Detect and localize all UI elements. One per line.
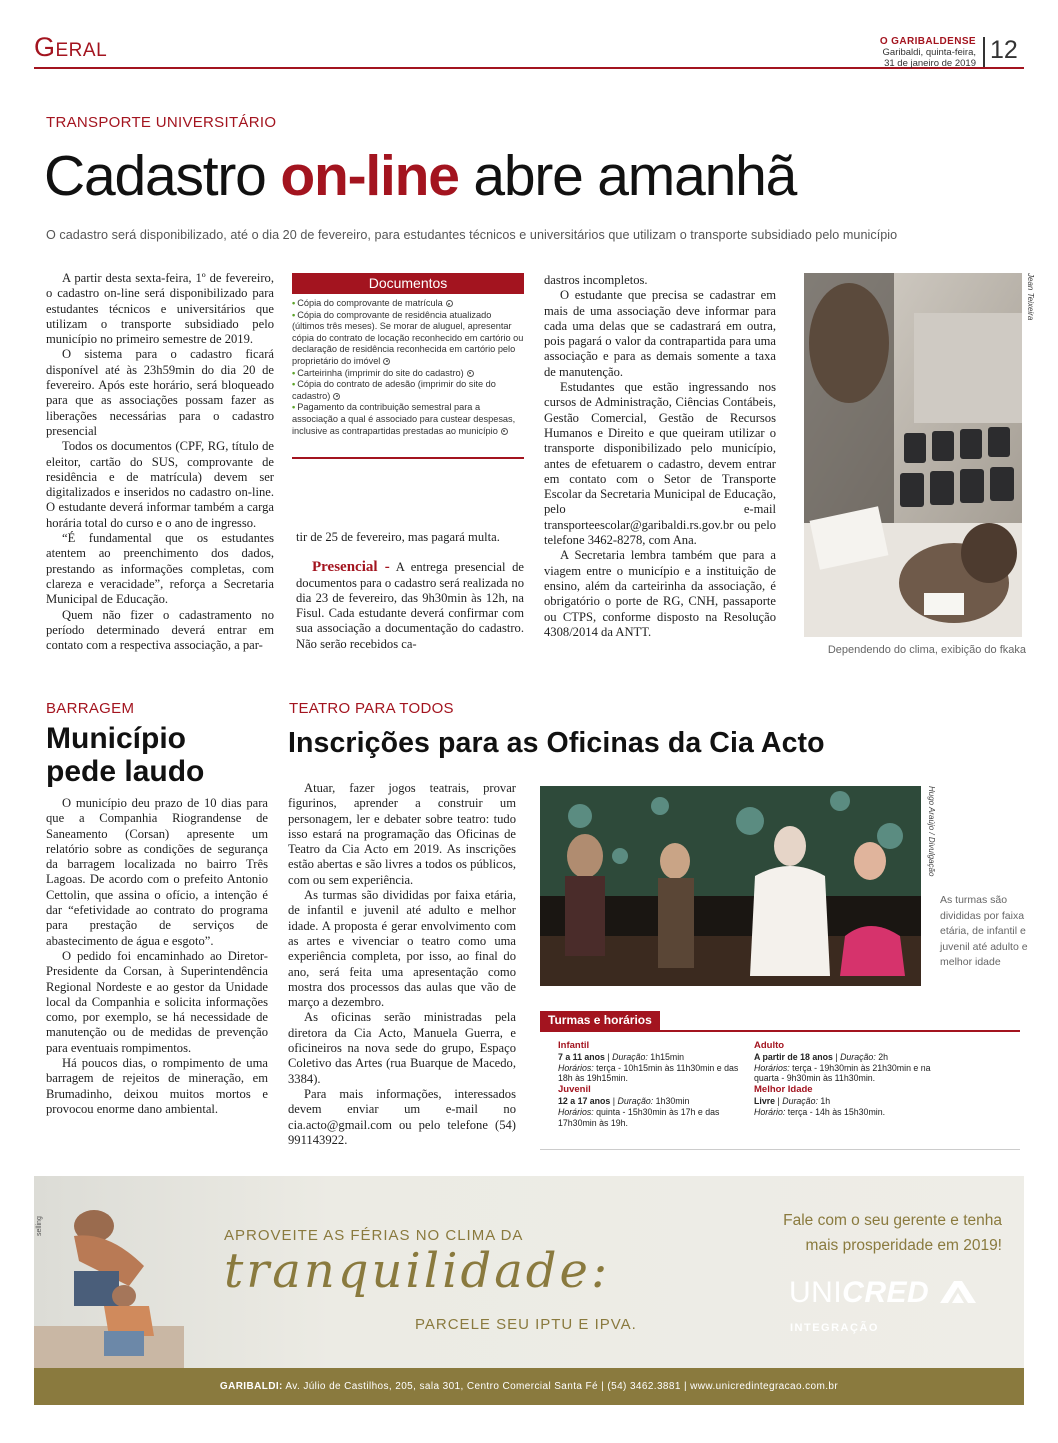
continued-line: tir de 25 de fevereiro, mas pagará multa.	[296, 530, 500, 544]
document-item: • Cópia do comprovante de residência atualizado (últimos três meses). Se morar de aluguel, apresentar cópia do contrato de locação reconhecido em cartório ou declaração de residência reconhecida em cartório pelo proprietário do imóvel	[292, 309, 524, 366]
unicred-ad	[34, 1176, 1024, 1405]
teatro-kicker: TEATRO PARA TODOS	[289, 700, 454, 717]
paragraph: As oficinas serão ministradas pela diretora da Cia Acto, Manuela Guerra, e oficineiros na nova sede do grupo, Espaço Coletivo das Artes (rua Buarque de Macedo, 3384).	[288, 1010, 516, 1086]
dateline-2: 31 de janeiro de 2019	[884, 58, 976, 69]
barragem-headline-2: pede laudo	[46, 755, 205, 788]
headline-part-1: Cadastro	[44, 144, 266, 208]
paragraph: O estudante que precisa se cadastrar em mais de uma associação deve informar para cada uma delas que se cadastrará em outra, pois pagará o valor da contrapartida para uma associação e para as demais somente a taxa de manutenção.	[544, 288, 776, 379]
presencial-text: A entrega presencial de documentos para o cadastro será realizada no dia 23 de fevereiro, das 9h30min às 12h, na Fisul. Cada estudante deverá confirmar com sua associação a documentação do cadastro. Não serão recebidos ca-	[296, 560, 524, 651]
documents-list	[292, 298, 524, 437]
main-column-2	[296, 530, 524, 652]
document-item: • Cópia do contrato de adesão (imprimir do site do cadastro)	[292, 379, 496, 401]
page-number: 12	[990, 36, 1018, 64]
page-header	[0, 0, 1058, 80]
paragraph: A partir desta sexta-feira, 1º de fevereiro, o cadastro on-line será disponibilizado para estudantes técnicos e universitários que utilizam o transporte subsidiado pelo município no primeiro semestre de 2019.	[46, 271, 274, 347]
document-item: • Carteirinha (imprimir do site do cadastro)	[292, 368, 524, 380]
presencial-label: Presencial -	[312, 559, 390, 576]
ad-right-line-2: mais prosperidade em 2019!	[805, 1237, 1002, 1254]
header-divider	[983, 37, 985, 67]
teatro-body	[288, 781, 516, 1148]
schedule-group: Infantil 7 a 11 anos | Duração: 1h15min Horários: terça - 10h15min às 11h30min e das 18h às 19h15min.	[558, 1040, 739, 1084]
schedule-group: Melhor Idade Livre | Duração: 1h Horário: terça - 14h às 15h30min.	[754, 1084, 886, 1117]
ad-script: tranquilidade:	[224, 1243, 611, 1299]
documents-bottom-rule	[292, 457, 524, 459]
paragraph: Quem não fizer o cadastramento no período determinado deverá entrar em contato com a respectiva associação, a par-	[46, 607, 274, 653]
ad-line-2: PARCELE SEU IPTU E IPVA.	[415, 1316, 637, 1333]
paragraph: “É fundamental que os estudantes atentem ao preenchimento dos dados, prestando as informações completas, com clareza e veracidade”, reforça a Secretaria Municipal de Educação.	[46, 531, 274, 607]
headline-part-3: abre amanhã	[473, 144, 797, 208]
barragem-body	[46, 796, 268, 1117]
newspaper-name: O GARIBALDENSE	[879, 36, 976, 47]
paragraph: As turmas são divididas por faixa etária, de infantil e juvenil até adulto e melhor idade. A proposta é gerar envolvimento com as artes e vivenciar o teatro como uma experiência completa, por isso, ao final do ano, será feita uma apresentação como mostra dos processos das aulas que vão de março a dezembro.	[288, 888, 516, 1010]
unicred-logo	[789, 1276, 978, 1310]
ad-selling: selling	[36, 1216, 43, 1236]
document-item: • Cópia do comprovante de matrícula	[292, 298, 524, 310]
photo-credit: Jean Teixeira	[1026, 273, 1035, 321]
paragraph: O pedido foi encaminhado ao Diretor-Presidente da Corsan, à Superintendência Regional Nordeste e ao gestor da Unidade local da Companhia e solicita informações como, por exemplo, se há necessidade de manutenção ou de medidas de prevenção para eventuais rompimentos.	[46, 948, 268, 1055]
barragem-kicker: BARRAGEM	[46, 700, 135, 717]
documents-box	[292, 273, 524, 459]
unicred-sub: INTEGRAÇÃO	[790, 1322, 879, 1334]
dateline-1: Garibaldi, quinta-feira,	[882, 47, 976, 58]
paragraph: O sistema para o cadastro ficará disponível até às 23h59min do dia 20 de fevereiro. Após este horário, será bloqueado para que as associações possam fazer as liberações necessárias para o cadastro presencial	[46, 347, 274, 438]
barragem-headline	[46, 722, 204, 788]
classroom-photo	[804, 273, 1022, 637]
schedule-group: Adulto A partir de 18 anos | Duração: 2h Horários: terça - 19h30min às 21h30min e na quarta - 9h30min às 11h30min.	[754, 1040, 931, 1084]
paragraph: A Secretaria lembra também que para a viagem entre o município e a instituição de ensino, além da carteirinha da associação, é obrigatório o porte de RG, CNH, passaporte ou CTPS, conforme disposto na Resolução 4308/2014 da ANTT.	[544, 548, 776, 639]
schedule-title: Turmas e horários	[540, 1011, 660, 1030]
brand-cred: CRED	[842, 1276, 930, 1309]
ad-footer-text: Av. Júlio de Castilhos, 205, sala 301, Centro Comercial Santa Fé | (54) 3462.3881 | www.unicredintegracao.com.br	[285, 1381, 839, 1392]
schedule-box	[540, 1011, 1020, 1151]
paragraph: Há poucos dias, o rompimento de uma barragem de rejeitos de mineração, em Brumadinho, deixou muitos mortos e provocou enorme dano ambiental.	[46, 1056, 268, 1116]
circle-icon	[333, 393, 340, 400]
ad-footer-label: GARIBALDI:	[219, 1381, 283, 1392]
schedule-col-1	[558, 1041, 748, 1128]
schedule-col-2	[754, 1041, 944, 1118]
schedule-rule	[540, 1030, 1020, 1032]
main-column-3	[544, 273, 776, 640]
theater-photo-caption: As turmas são divididas por faixa etária, de infantil e juvenil até adulto e melhor idade	[940, 894, 1028, 969]
main-column-1	[46, 271, 274, 653]
ad-right-line-1: Fale com o seu gerente e tenha	[783, 1212, 1002, 1229]
brand-uni: UNI	[789, 1276, 843, 1309]
paragraph: O município deu prazo de 10 dias para que a Companhia Riograndense de Saneamento (Corsan) apresente um relatório sobre as condições de segurança da barragem localizada no bairro Três Lagoas. De acordo com o prefeito Antonio Cettolin, que assina o ofício, a intenção é dar “efetividade ao contrato do programa para prestação de serviços de abastecimento de água e esgoto”.	[46, 796, 268, 948]
paragraph: Para mais informações, interessados devem enviar um e-mail no cia.acto@gmail.com ou pelo telefone (54) 991143922.	[288, 1086, 516, 1147]
theater-photo	[540, 786, 921, 986]
documents-title: Documentos	[292, 273, 524, 294]
barragem-headline-1: Município	[46, 722, 186, 755]
circle-icon	[501, 428, 508, 435]
photo-caption: Dependendo do clima, exibição do fkaka	[827, 644, 1026, 656]
paragraph: Estudantes que estão ingressando nos cursos de Administração, Ciências Contábeis, Gestão Comercial, Gestão de Recursos Humanos e Direito e que queiram utilizar o transporte disponibilizado pelo município, antes de efetuarem o cadastro, devem entrar em contato com o Setor de Transporte Escolar da Secretaria Municipal de Educação, pelo e-mail transporteescolar@garibaldi.rs.gov.br ou pelo telefone 3462-8278, com Ana.	[544, 380, 776, 548]
ad-footer	[34, 1368, 1024, 1405]
ad-line-1: APROVEITE AS FÉRIAS NO CLIMA DA	[224, 1227, 524, 1244]
circle-icon	[383, 358, 390, 365]
schedule-group: Juvenil 12 a 17 anos | Duração: 1h30min Horários: quinta - 15h30min às 17h e das 17h30min às 19h.	[558, 1084, 720, 1128]
paragraph: dastros incompletos.	[544, 273, 648, 287]
main-headline	[44, 136, 796, 216]
schedule-divider	[540, 1149, 1020, 1150]
masthead-block	[862, 36, 976, 69]
circle-icon	[467, 370, 474, 377]
main-subhead: O cadastro será disponibilizado, até o dia 20 de fevereiro, para estudantes técnicos e universitários que utilizam o transporte subsidiado pelo município	[46, 228, 898, 242]
document-item: • Pagamento da contribuição semestral para a associação a qual é associado para custear despesas, inclusive as contrapartidas prestadas ao município	[292, 402, 516, 436]
paragraph: Atuar, fazer jogos teatrais, provar figurinos, aprender a construir um personagem, ler e debater sobre teatro: tudo isso estará na programação das Oficinas de Teatro da Cia Acto em 2019. As inscrições estão abertas e são livres a todos os públicos, com ou sem experiência.	[288, 781, 516, 887]
unicred-mark-icon	[938, 1279, 978, 1305]
presencial-paragraph	[296, 560, 524, 652]
headline-part-2: on-line	[280, 144, 459, 208]
circle-icon	[446, 300, 453, 307]
teatro-headline: Inscrições para as Oficinas da Cia Acto	[288, 727, 825, 759]
section-label: Geral	[34, 32, 108, 62]
theater-photo-credit: Hugo Araújo / Divulgação	[927, 786, 936, 877]
paragraph: Todos os documentos (CPF, RG, título de eleitor, cartão do SUS, comprovante de residência e de matrícula) devem ser digitalizados e inseridos no cadastro on-line. O estudante deverá informar também a carga horária total do curso e o ano de ingresso.	[46, 439, 274, 530]
main-kicker: TRANSPORTE UNIVERSITÁRIO	[46, 114, 277, 131]
